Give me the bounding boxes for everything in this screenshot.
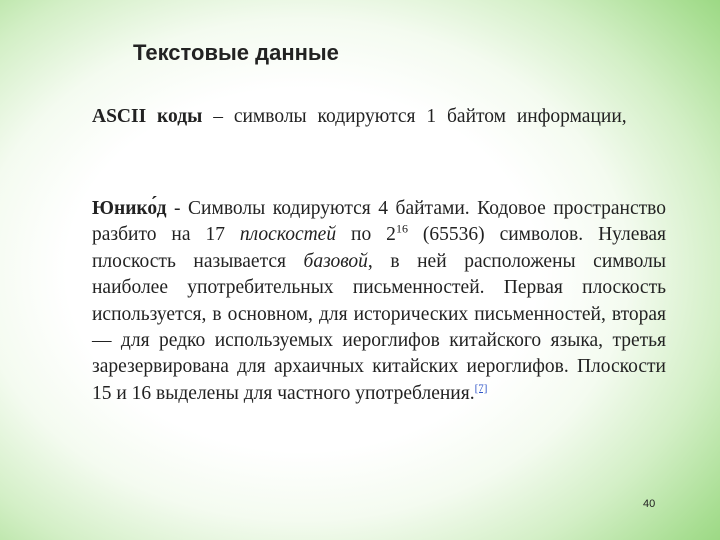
unicode-text-2: по 2 bbox=[336, 224, 396, 246]
unicode-term: Юнико́д bbox=[92, 198, 167, 219]
ascii-term: ASCII коды bbox=[92, 106, 203, 127]
slide-title: Текстовые данные bbox=[133, 40, 339, 65]
ascii-paragraph bbox=[92, 104, 666, 130]
unicode-text-1: - Символы кодируются 4 байтами. Кодовое пространство разбито на 17 bbox=[92, 198, 666, 246]
reference-link[interactable]: [7] bbox=[474, 382, 488, 395]
unicode-paragraph bbox=[92, 196, 666, 407]
power-superscript: 16 bbox=[395, 221, 408, 236]
unicode-text-3: (65536) символов. Нулевая плоскость называется bbox=[92, 224, 667, 272]
unicode-text-4: , в ней расположены символы наиболее употребительных письменностей. Первая плоскость используется, в основном, для исторических письменностей, вторая — для редко используемых иероглифов китайского языка, третья зарезервирована для архаичных китайских иероглифов. Плоскости 15 и 16 выделены для частного употребления. bbox=[92, 250, 666, 404]
basic-plane-emphasis: базовой bbox=[303, 250, 368, 272]
page-number: 40 bbox=[643, 498, 656, 510]
planes-emphasis: плоскостей bbox=[239, 224, 337, 246]
ascii-description: – символы кодируются 1 байтом информации, bbox=[202, 106, 627, 127]
